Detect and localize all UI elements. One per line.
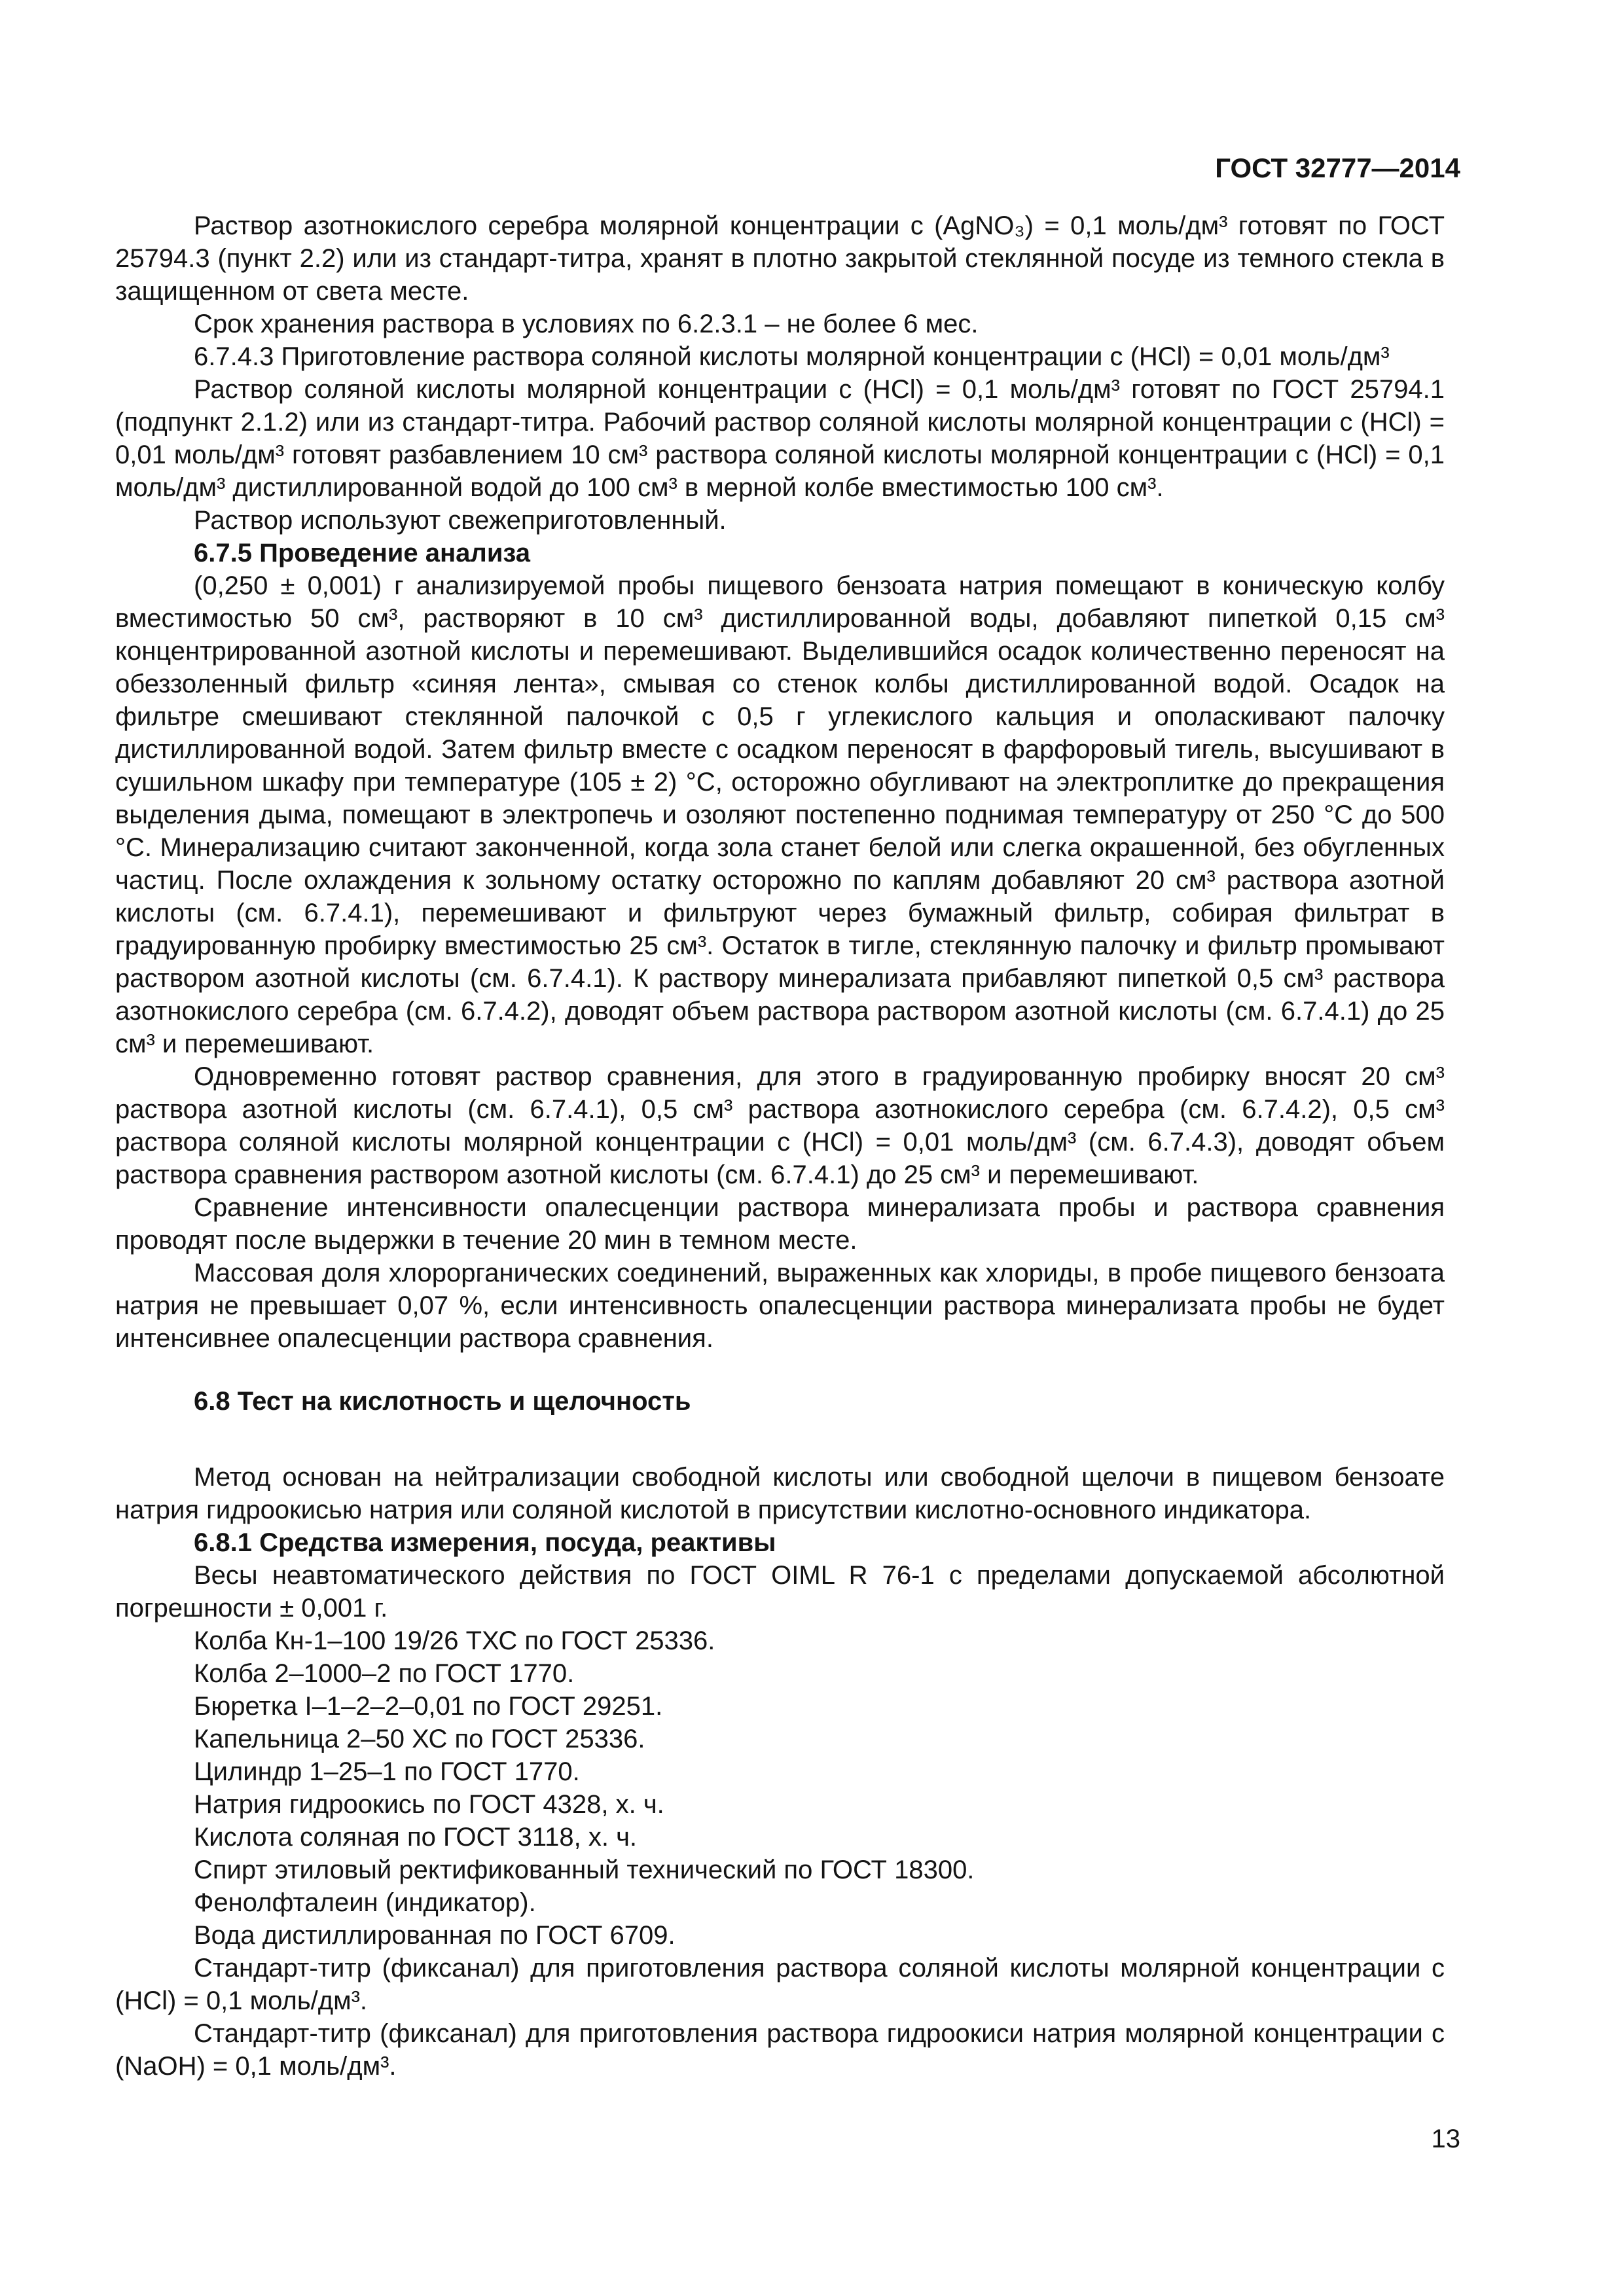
list-item-burette: Бюретка I–1–2–2–0,01 по ГОСТ 29251. [194, 1692, 663, 1721]
paragraph-hcl-solution: Раствор соляной кислоты молярной концентрации c (HCl) = 0,1 моль/дм³ готовят по ГОСТ 25794.1 (подпункт 2.1.2) или из стандарт-титра. Рабочий раствор соляной кислоты молярной концентрации c (HCl) = 0,01 моль/дм³ готовят разбавлением 10 см³ раствора соляной кислоты молярной концентрации c (HCl) = 0,1 моль/дм³ дистиллированной водой до 100 см³ в мерной колбе вместимостью 100 см³. [115, 375, 1445, 502]
section-heading-6-8-1: 6.8.1 Средства измерения, посуда, реактивы [194, 1528, 776, 1557]
list-item-flask-2: Колба 2–1000–2 по ГОСТ 1770. [194, 1659, 575, 1688]
list-item-scales: Весы неавтоматического действия по ГОСТ OIML R 76-1 с пределами допускаемой абсолютной погрешности ± 0,001 г. [115, 1561, 1445, 1623]
document-number: ГОСТ 32777—2014 [1215, 152, 1460, 183]
list-item-cylinder: Цилиндр 1–25–1 по ГОСТ 1770. [194, 1757, 580, 1786]
list-item-phenolphthalein: Фенолфталеин (индикатор). [194, 1888, 536, 1917]
page-number: 13 [1431, 2125, 1460, 2153]
paragraph-comparison: Сравнение интенсивности опалесценции раствора минерализата пробы и раствора сравнения проводят после выдержки в течение 20 мин в темном месте. [115, 1193, 1445, 1255]
list-item-standard-titer-naoh: Стандарт-титр (фиксанал) для приготовления раствора гидроокиси натрия молярной концентрации c (NaOH) = 0,1 моль/дм³. [115, 2019, 1445, 2081]
list-item-sodium-hydroxide: Натрия гидроокись по ГОСТ 4328, х. ч. [194, 1790, 664, 1819]
paragraph-agno3-solution: Раствор азотнокислого серебра молярной концентрации c (AgNO₃) = 0,1 моль/дм³ готовят по ГОСТ 25794.3 (пункт 2.2) или из стандарт-титра, хранят в плотно закрытой стеклянной посуде из темного стекла в защищенном от света месте. [115, 211, 1445, 306]
paragraph-reference-solution: Одновременно готовят раствор сравнения, для этого в градуированную пробирку вносят 20 см³ раствора азотной кислоты (см. 6.7.4.1), 0,5 см³ раствора азотнокислого серебра (см. 6.7.4.2), 0,5 см³ раствора соляной кислоты молярной концентрации c (HCl) = 0,01 моль/дм³ (см. 6.7.4.3), доводят объем раствора сравнения раствором азотной кислоты (см. 6.7.4.1) до 25 см³ и перемешивают. [115, 1062, 1445, 1189]
paragraph-analysis-procedure: (0,250 ± 0,001) г анализируемой пробы пищевого бензоата натрия помещают в коническую колбу вместимостью 50 см³, растворяют в 10 см³ дистиллированной воды, добавляют пипеткой 0,15 см³ концентрированной азотной кислоты и перемешивают. Выделившийся осадок количественно переносят на обеззоленный фильтр «синяя лента», смывая со стенок колбы дистиллированной водой. Осадок на фильтре смешивают стеклянной палочкой с 0,5 г углекислого кальция и ополаскивают палочку дистиллированной водой. Затем фильтр вместе с осадком переносят в фарфоровый тигель, высушивают в сушильном шкафу при температуре (105 ± 2) °С, осторожно обугливают на электроплитке до прекращения выделения дыма, помещают в электропечь и озоляют постепенно поднимая температуру от 250 °С до 500 °С. Минерализацию считают законченной, когда зола станет белой или слегка окрашенной, без обугленных частиц. После охлаждения к зольному остатку осторожно по каплям добавляют 20 см³ раствора азотной кислоты (см. 6.7.4.1), перемешивают и фильтруют через бумажный фильтр, собирая фильтрат в градуированную пробирку вместимостью 25 см³. Остаток в тигле, стеклянную палочку и фильтр промывают раствором азотной кислоты (см. 6.7.4.1). К раствору минерализата прибавляют пипеткой 0,5 см³ раствора азотнокислого серебра (см. 6.7.4.2), доводят объем раствора раствором азотной кислоты (см. 6.7.4.1) до 25 см³ и перемешивают. [115, 571, 1445, 1058]
list-item-standard-titer-hcl: Стандарт-титр (фиксанал) для приготовления раствора соляной кислоты молярной концентрации c (HCl) = 0,1 моль/дм³. [115, 1954, 1445, 2015]
paragraph-mass-fraction: Массовая доля хлорорганических соединений, выраженных как хлориды, в пробе пищевого бензоата натрия не превышает 0,07 %, если интенсивность опалесценции раствора минерализата пробы не будет интенсивнее опалесценции раствора сравнения. [115, 1259, 1445, 1353]
paragraph-storage-term: Срок хранения раствора в условиях по 6.2.3.1 – не более 6 мес. [194, 310, 979, 338]
page-body [115, 209, 1445, 2083]
list-item-ethyl-alcohol: Спирт этиловый ректификованный технический по ГОСТ 18300. [194, 1856, 975, 1884]
paragraph-fresh-solution: Раствор используют свежеприготовленный. [194, 506, 727, 535]
section-heading-6-7-5: 6.7.5 Проведение анализа [194, 539, 531, 567]
paragraph-method-basis: Метод основан на нейтрализации свободной кислоты или свободной щелочи в пищевом бензоате натрия гидроокисью натрия или соляной кислотой в присутствии кислотно-основного индикатора. [115, 1463, 1445, 1524]
section-heading-6-8: 6.8 Тест на кислотность и щелочность [194, 1387, 691, 1416]
clause-6-7-4-3: 6.7.4.3 Приготовление раствора соляной кислоты молярной концентрации c (HCl) = 0,01 моль/дм³ [194, 342, 1390, 371]
list-item-flask-kn: Колба Кн-1–100 19/26 ТХС по ГОСТ 25336. [194, 1626, 715, 1655]
list-item-hydrochloric-acid: Кислота соляная по ГОСТ 3118, х. ч. [194, 1823, 638, 1852]
list-item-distilled-water: Вода дистиллированная по ГОСТ 6709. [194, 1921, 676, 1950]
list-item-dropper: Капельница 2–50 ХС по ГОСТ 25336. [194, 1725, 645, 1753]
